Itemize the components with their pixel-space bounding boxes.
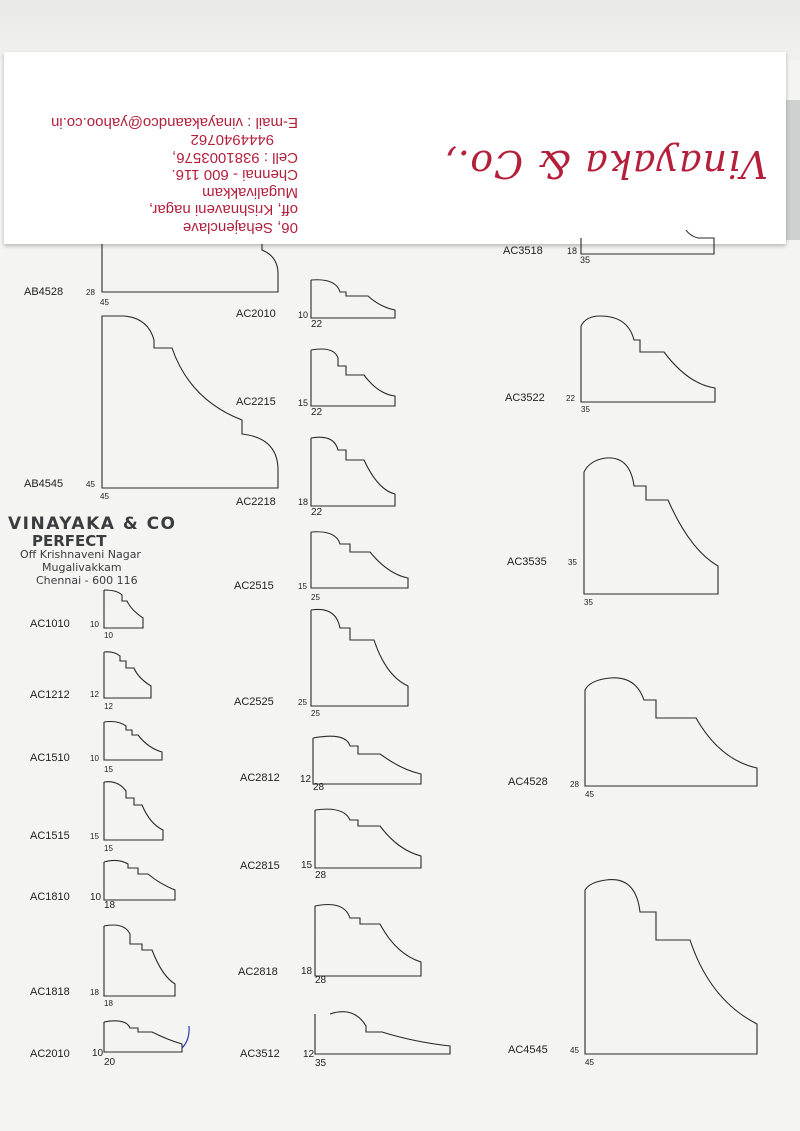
profile-width: 35 bbox=[315, 1058, 327, 1069]
profile-AC2515 bbox=[311, 532, 408, 588]
pen-mark bbox=[182, 1026, 189, 1048]
profile-code: AC1510 bbox=[30, 752, 70, 764]
profile-AC2010-mid bbox=[311, 280, 395, 318]
profile-AC2812 bbox=[313, 736, 421, 784]
profile-AC1510 bbox=[104, 722, 162, 761]
profile-code: AC2218 bbox=[236, 496, 276, 508]
profile-AB4528 bbox=[102, 244, 278, 292]
profile-height: 18 bbox=[298, 497, 309, 507]
profile-height: 25 bbox=[298, 698, 307, 707]
profile-AC1010 bbox=[104, 590, 143, 628]
profile-height: 18 bbox=[567, 246, 578, 256]
company-stamp bbox=[8, 514, 208, 587]
profile-width: 28 bbox=[315, 870, 327, 881]
profile-height: 10 bbox=[90, 754, 99, 763]
profile-code: AC2010 bbox=[30, 1048, 70, 1060]
profile-code: AC2525 bbox=[234, 696, 274, 708]
profile-height: 22 bbox=[566, 394, 575, 403]
profile-height: 15 bbox=[301, 860, 313, 871]
profile-AC1515 bbox=[104, 782, 163, 840]
profile-width: 28 bbox=[315, 975, 327, 986]
profile-height: 10 bbox=[90, 620, 99, 629]
profile-width: 45 bbox=[585, 1058, 594, 1067]
profile-width: 22 bbox=[311, 507, 323, 518]
stamp-address-line: Mugalivakkam bbox=[42, 561, 122, 574]
card-email: E-mail : vinayakaandco@yahoo.co.in bbox=[50, 114, 298, 131]
profile-AC3518 bbox=[581, 230, 714, 254]
card-address-line: Cell : 9381003576, bbox=[172, 149, 298, 166]
profile-width: 25 bbox=[311, 593, 320, 602]
profile-code: AB4545 bbox=[24, 478, 64, 490]
profile-code: AC4545 bbox=[508, 1044, 548, 1056]
profile-width: 28 bbox=[313, 782, 325, 793]
profile-width: 20 bbox=[104, 1057, 116, 1068]
card-address-line: Chennai - 600 116. bbox=[171, 166, 298, 184]
card-address-line: 06, Sehajenclave bbox=[182, 219, 298, 236]
profile-height: 35 bbox=[568, 558, 577, 567]
profile-code: AC1515 bbox=[30, 830, 70, 842]
profile-code: AC2515 bbox=[234, 580, 274, 592]
profile-code: AC2818 bbox=[238, 966, 278, 978]
stamp-perfect: PERFECT bbox=[32, 532, 107, 550]
profile-height: 10 bbox=[90, 892, 102, 903]
profile-code: AC1818 bbox=[30, 986, 70, 998]
profile-AC2215 bbox=[311, 349, 395, 406]
profile-width: 35 bbox=[584, 598, 593, 607]
profile-AC4528 bbox=[585, 678, 757, 786]
profile-width: 15 bbox=[104, 844, 113, 853]
profile-height: 10 bbox=[298, 310, 309, 320]
profile-AC4545 bbox=[585, 880, 757, 1054]
profile-height: 28 bbox=[86, 288, 95, 297]
profile-width: 15 bbox=[104, 765, 113, 774]
profile-AC1818 bbox=[104, 925, 175, 996]
profile-width: 25 bbox=[311, 709, 320, 718]
profile-AC2010-left bbox=[104, 1021, 182, 1052]
profile-height: 15 bbox=[298, 582, 307, 591]
profile-width: 12 bbox=[104, 702, 113, 711]
profile-AC3535 bbox=[584, 458, 718, 594]
profile-code: AC3518 bbox=[503, 245, 543, 257]
profile-width: 22 bbox=[311, 319, 323, 330]
card-address-line: Mugalivakkam bbox=[202, 184, 298, 201]
profile-height: 10 bbox=[92, 1048, 104, 1059]
profile-width: 18 bbox=[104, 999, 113, 1008]
profile-code: AC3512 bbox=[240, 1048, 280, 1060]
profile-code: AC2215 bbox=[236, 396, 276, 408]
stamp-company-name: VINAYAKA & CO bbox=[8, 514, 177, 534]
profile-code: AC1810 bbox=[30, 891, 70, 903]
profile-height: 15 bbox=[298, 398, 309, 408]
profile-height: 18 bbox=[90, 988, 99, 997]
profile-code: AC1212 bbox=[30, 689, 70, 701]
profile-height: 12 bbox=[303, 1049, 315, 1060]
profile-width: 35 bbox=[581, 405, 590, 414]
profile-width: 22 bbox=[311, 407, 323, 418]
profile-height: 45 bbox=[86, 480, 95, 489]
profile-height: 15 bbox=[90, 832, 99, 841]
profile-AC3522 bbox=[581, 316, 715, 402]
stamp-address-line: Chennai - 600 116 bbox=[36, 574, 138, 587]
profile-AC2815 bbox=[315, 809, 421, 868]
stamp-address-line: Off Krishnaveni Nagar bbox=[20, 548, 141, 561]
profile-code: AB4528 bbox=[24, 286, 64, 298]
profile-code: AC3535 bbox=[507, 556, 547, 568]
profile-AC2525 bbox=[311, 609, 408, 706]
profile-width: 45 bbox=[100, 492, 109, 501]
profile-height: 12 bbox=[300, 774, 312, 785]
profile-height: 18 bbox=[301, 966, 313, 977]
profile-width: 18 bbox=[104, 900, 116, 911]
profile-code: AC2815 bbox=[240, 860, 280, 872]
profile-code: AC2010 bbox=[236, 308, 276, 320]
profile-code: AC1010 bbox=[30, 618, 70, 630]
profile-width: 45 bbox=[585, 790, 594, 799]
profile-AC1810 bbox=[104, 860, 175, 900]
profile-AC2818 bbox=[315, 905, 421, 977]
profile-width: 35 bbox=[580, 255, 591, 265]
profile-code: AC3522 bbox=[505, 392, 545, 404]
profile-code: AC2812 bbox=[240, 772, 280, 784]
profile-height: 45 bbox=[570, 1046, 579, 1055]
card-address-line: off, Krishnaveni nagar, bbox=[149, 201, 298, 219]
profile-AC3512 bbox=[315, 1012, 450, 1054]
card-address-line: 9444940762 bbox=[190, 131, 274, 149]
profile-AC1212 bbox=[104, 652, 151, 698]
profile-width: 10 bbox=[104, 631, 113, 640]
profile-width: 45 bbox=[100, 298, 109, 307]
profile-height: 12 bbox=[90, 690, 99, 699]
card-brand-name: Vinayaka & Co., bbox=[443, 142, 768, 186]
profile-AC2218 bbox=[311, 437, 395, 506]
profile-code: AC4528 bbox=[508, 776, 548, 788]
profile-height: 28 bbox=[570, 780, 579, 789]
